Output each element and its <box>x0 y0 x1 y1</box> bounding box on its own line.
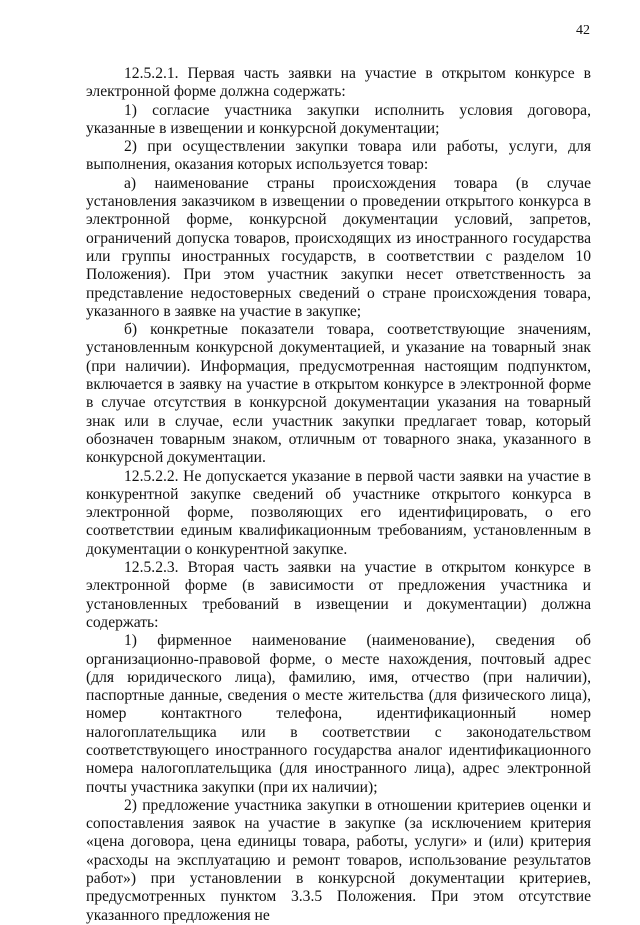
paragraph-item-b-product-indicators: б) конкретные показатели товара, соответствующие значениям, установленным конкурсной документацией, и указание на товарный знак (при наличии). Информация, предусмотренная настоящим подпунктом, включается в заявку на участие в открытом конкурсе в электронной форме в случае отсутствия в конкурсной документации указания на товарный знак или в случае, если участник закупки предлагает товар, который обозначен товарным знаком, отличным от товарного знака, указанного в конкурсной документации. <box>86 321 591 467</box>
document-body <box>86 65 591 925</box>
paragraph-item-2-goods: 2) при осуществлении закупки товара или работы, услуги, для выполнения, оказания которых используется товар: <box>86 138 591 174</box>
paragraph-12-5-2-2: 12.5.2.2. Не допускается указание в первой части заявки на участие в конкурентной закупке сведений об участнике открытого конкурса в электронной форме, позволяющих его идентифицировать, о его соответствии единым квалификационным требованиям, установленным в документации о конкурентной закупке. <box>86 467 591 558</box>
paragraph-item-1-consent: 1) согласие участника закупки исполнить условия договора, указанные в извещении и конкурсной документации; <box>86 101 591 137</box>
paragraph-item-1-company-details: 1) фирменное наименование (наименование), сведения об организационно-правовой форме, о месте нахождения, почтовый адрес (для юридического лица), фамилию, имя, отчество (при наличии), паспортные данные, сведения о месте жительства (для физического лица), номер контактного телефона, идентификационный номер налогоплательщика или в соответствии с законодательством соответствующего иностранного государства аналог идентификационного номера налогоплательщика (для иностранного лица), адрес электронной почты участника закупки (при их наличии); <box>86 632 591 796</box>
paragraph-12-5-2-1: 12.5.2.1. Первая часть заявки на участие в открытом конкурсе в электронной форме должна содержать: <box>86 65 591 101</box>
paragraph-item-2-criteria-proposal: 2) предложение участника закупки в отношении критериев оценки и сопоставления заявок на участие в закупке (за исключением критерия «цена договора, цена единицы товара, работы, услуги» и (или) критерия «расходы на эксплуатацию и ремонт товаров, использование результатов работ») при установлении в конкурсной документации критериев, предусмотренных пунктом 3.3.5 Положения. При этом отсутствие указанного предложения не <box>86 796 591 924</box>
paragraph-12-5-2-3: 12.5.2.3. Вторая часть заявки на участие в открытом конкурсе в электронной форме (в зависимости от предложения участника и установленных требований в извещении и документации) должна содержать: <box>86 559 591 631</box>
paragraph-item-a-country-of-origin: а) наименование страны происхождения товара (в случае установления заказчиком в извещении о проведении открытого конкурса в электронной форме, конкурсной документации условий, запретов, ограничений допуска товаров, происходящих из иностранного государства или группы иностранных государств, в соответствии с разделом 10 Положения). При этом участник закупки несет ответственность за представление недостоверных сведений о стране происхождения товара, указанного в заявке на участие в закупке; <box>86 174 591 320</box>
page-number: 42 <box>576 23 590 38</box>
